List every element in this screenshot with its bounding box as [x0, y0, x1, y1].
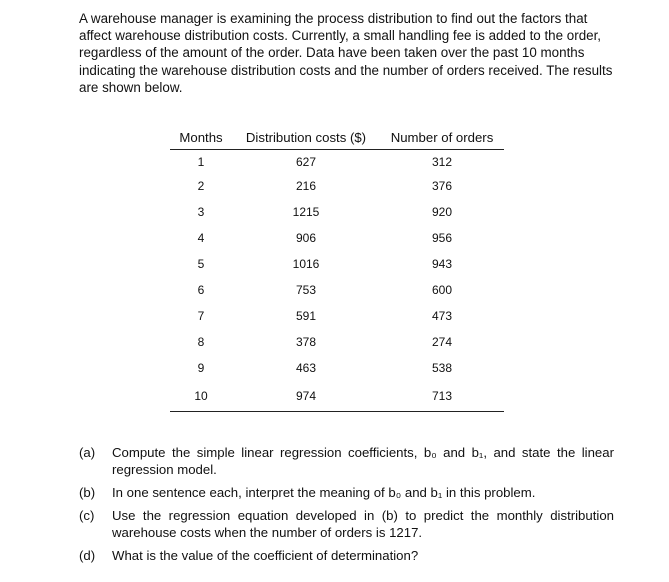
cell-cost: 753: [295, 283, 317, 297]
header-number-of-orders: Number of orders: [380, 128, 504, 150]
table-row: [170, 355, 504, 381]
header-months: Months: [170, 128, 232, 150]
problem-intro: A warehouse manager is examining the process distribution to find out the factors that affect warehouse distribution costs. Currently, a small handling fee is added to the order, regardless of the amount of the order. Data have been taken over the past 10 months indicating the warehouse distribution costs and the number of orders received. The results are shown below.: [79, 11, 613, 95]
cell-orders: 473: [431, 309, 453, 323]
table-row: [170, 303, 504, 329]
cell-orders: 713: [380, 381, 504, 412]
cell-month: 4: [197, 231, 205, 245]
question-item: [79, 444, 614, 478]
cell-month: 5: [197, 257, 205, 271]
cell-orders: 538: [431, 361, 453, 375]
question-item: [79, 547, 614, 564]
question-item: [79, 507, 614, 541]
cell-month: 10: [170, 381, 232, 412]
question-text: Compute the simple linear regression coefficients, b₀ and b₁, and state the linear regression model.: [112, 445, 614, 477]
cell-cost: 591: [295, 309, 317, 323]
question-text: Use the regression equation developed in (b) to predict the monthly distribution warehouse costs when the number of orders is 1217.: [112, 508, 614, 540]
cell-orders: 312: [431, 154, 453, 169]
cell-orders: 920: [431, 205, 453, 219]
cell-month: 6: [197, 283, 205, 297]
question-text: What is the value of the coefficient of determination?: [112, 548, 419, 563]
cell-cost: 378: [295, 335, 317, 349]
cell-orders: 956: [431, 231, 453, 245]
table-row: [170, 173, 504, 199]
table-row: [170, 150, 504, 174]
cell-cost: 906: [295, 231, 317, 245]
question-label: (a): [79, 445, 96, 460]
cell-month: 1: [197, 154, 205, 169]
cell-cost: 216: [295, 179, 317, 193]
cell-orders: 274: [431, 335, 453, 349]
table-row: [170, 225, 504, 251]
question-list: [79, 444, 614, 570]
question-item: [79, 484, 614, 501]
cell-orders: 376: [431, 179, 453, 193]
table-header-row: [170, 128, 504, 150]
question-text: In one sentence each, interpret the meaning of b₀ and b₁ in this problem.: [112, 485, 536, 500]
cell-cost: 463: [295, 361, 317, 375]
cell-cost: 627: [295, 154, 317, 169]
cell-cost: 1215: [292, 205, 320, 219]
cell-month: 2: [197, 179, 205, 193]
question-label: (c): [79, 508, 95, 523]
cell-month: 7: [197, 309, 205, 323]
cell-month: 3: [197, 205, 205, 219]
cell-orders: 600: [431, 283, 453, 297]
cell-cost: 974: [232, 381, 380, 412]
table-row: [170, 277, 504, 303]
cell-orders: 943: [431, 257, 453, 271]
question-label: (b): [79, 485, 96, 500]
table-row: [170, 381, 504, 412]
cell-month: 8: [197, 335, 205, 349]
table-row: [170, 329, 504, 355]
table-row: [170, 251, 504, 277]
question-label: (d): [79, 548, 96, 563]
cell-month: 9: [197, 361, 205, 375]
table-row: [170, 199, 504, 225]
cell-cost: 1016: [292, 257, 320, 271]
header-distribution-costs: Distribution costs ($): [232, 128, 380, 150]
data-table: [170, 128, 504, 412]
